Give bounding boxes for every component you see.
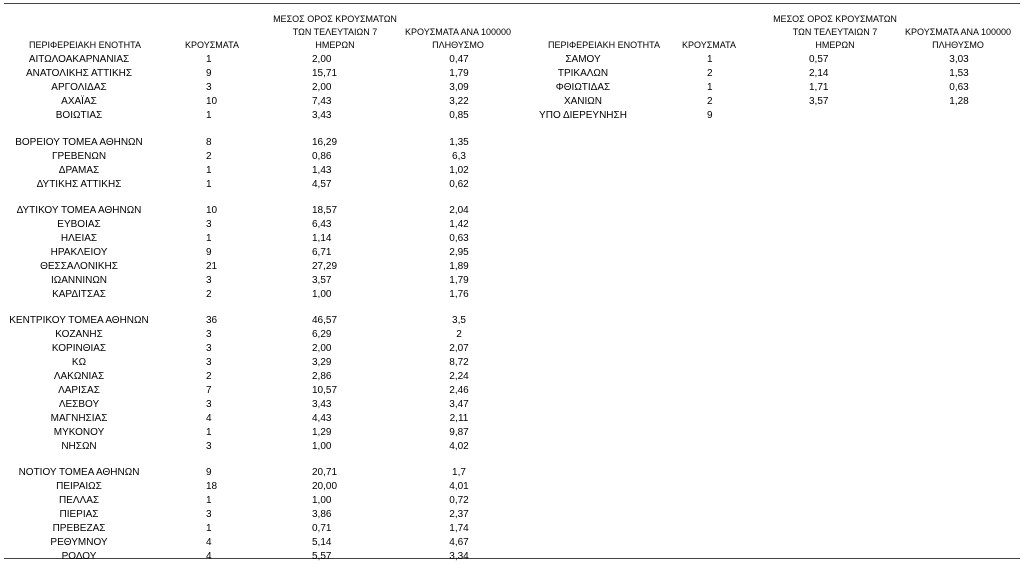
cases-cell: 9 [206, 68, 212, 79]
cases-cell: 2 [206, 151, 212, 162]
per-100k-cell: 1,02 [449, 165, 469, 176]
region-cell: ΣΑΜΟΥ [565, 54, 601, 65]
avg-cell: 2,14 [809, 68, 829, 79]
per-100k-cell: 1,35 [449, 137, 469, 148]
cases-cell: 1 [206, 54, 212, 65]
region-cell: ΔΡΑΜΑΣ [58, 165, 100, 176]
avg-cell: 1,43 [312, 165, 332, 176]
per-100k-cell: 0,72 [449, 495, 469, 506]
cases-cell: 9 [206, 467, 212, 478]
cases-cell: 4 [206, 551, 212, 562]
avg-cell: 2,00 [312, 54, 332, 65]
per-100k-cell: 1,89 [449, 261, 469, 272]
per-100k-cell: 1,74 [449, 523, 469, 534]
region-cell: ΚΑΡΔΙΤΣΑΣ [52, 289, 106, 300]
header-avg-line1-right: ΜΕΣΟΣ ΟΡΟΣ ΚΡΟΥΣΜΑΤΩΝ [773, 14, 897, 24]
cases-cell: 9 [707, 110, 713, 121]
header-avg-line1-left: ΜΕΣΟΣ ΟΡΟΣ ΚΡΟΥΣΜΑΤΩΝ [273, 14, 397, 24]
per-100k-cell: 3,34 [449, 551, 469, 562]
per-100k-cell: 1,79 [449, 275, 469, 286]
region-cell: ΝΗΣΩΝ [61, 441, 97, 452]
region-cell: ΗΡΑΚΛΕΙΟΥ [50, 247, 108, 258]
region-cell: ΠΕΙΡΑΙΩΣ [56, 481, 102, 492]
cases-cell: 7 [206, 385, 212, 396]
per-100k-cell: 2,95 [449, 247, 469, 258]
avg-cell: 16,29 [312, 137, 338, 148]
cases-cell: 10 [206, 205, 218, 216]
per-100k-cell: 0,63 [449, 233, 469, 244]
avg-cell: 5,14 [312, 537, 332, 548]
avg-cell: 2,00 [312, 343, 332, 354]
per-100k-cell: 4,01 [449, 481, 469, 492]
cases-cell: 3 [206, 441, 212, 452]
cases-cell: 3 [206, 399, 212, 410]
per-100k-cell: 4,67 [449, 537, 469, 548]
region-cell: ΒΟΙΩΤΙΑΣ [55, 110, 103, 121]
region-cell: ΑΡΓΟΛΙΔΑΣ [51, 82, 107, 93]
region-cell: ΠΕΛΛΑΣ [58, 495, 100, 506]
per-100k-cell: 6,3 [452, 151, 466, 162]
header-per-line1-right: ΚΡΟΥΣΜΑΤΑ ΑΝΑ 100000 [905, 27, 1011, 37]
header-avg-line2-right: ΤΩΝ ΤΕΛΕΥΤΑΙΩΝ 7 [792, 27, 878, 37]
cases-cell: 3 [206, 509, 212, 520]
cases-cell: 1 [206, 179, 212, 190]
avg-cell: 7,43 [312, 96, 332, 107]
region-cell: ΤΡΙΚΑΛΩΝ [557, 68, 609, 79]
avg-cell: 5,57 [312, 551, 332, 562]
per-100k-cell: 2,07 [449, 343, 469, 354]
per-100k-cell: 2,04 [449, 205, 469, 216]
region-cell: ΧΑΝΙΩΝ [563, 96, 603, 107]
cases-cell: 3 [206, 357, 212, 368]
avg-cell: 3,29 [312, 357, 332, 368]
region-cell: ΔΥΤΙΚΗΣ ΑΤΤΙΚΗΣ [36, 179, 122, 190]
header-cases-left: ΚΡΟΥΣΜΑΤΑ [185, 40, 239, 50]
avg-cell: 10,57 [312, 385, 338, 396]
cases-cell: 1 [206, 523, 212, 534]
cases-cell: 3 [206, 82, 212, 93]
per-100k-cell: 3,22 [449, 96, 469, 107]
cases-cell: 3 [206, 343, 212, 354]
per-100k-cell: 0,62 [449, 179, 469, 190]
cases-cell: 18 [206, 481, 218, 492]
region-cell: ΚΟΖΑΝΗΣ [55, 329, 103, 340]
avg-cell: 20,00 [312, 481, 338, 492]
avg-cell: 46,57 [312, 315, 338, 326]
per-100k-cell: 3,47 [449, 399, 469, 410]
avg-cell: 0,71 [312, 523, 332, 534]
per-100k-cell: 3,09 [449, 82, 469, 93]
cases-cell: 1 [707, 82, 713, 93]
region-cell: ΠΙΕΡΙΑΣ [59, 509, 99, 520]
cases-cell: 21 [206, 261, 218, 272]
region-cell: ΗΛΕΙΑΣ [60, 233, 98, 244]
header-per-line1-left: ΚΡΟΥΣΜΑΤΑ ΑΝΑ 100000 [405, 27, 511, 37]
region-cell: ΠΡΕΒΕΖΑΣ [52, 523, 106, 534]
region-cell: ΔΥΤΙΚΟΥ ΤΟΜΕΑ ΑΘΗΝΩΝ [16, 205, 142, 216]
region-cell: ΥΠΟ ΔΙΕΡΕΥΝΗΣΗ [539, 110, 627, 121]
cases-cell: 1 [206, 495, 212, 506]
region-cell: ΚΟΡΙΝΘΙΑΣ [51, 343, 107, 354]
per-100k-cell: 2,37 [449, 509, 469, 520]
per-100k-cell: 2,11 [449, 413, 469, 424]
avg-cell: 2,00 [312, 82, 332, 93]
per-100k-cell: 2 [456, 329, 462, 340]
avg-cell: 3,43 [312, 110, 332, 121]
avg-cell: 20,71 [312, 467, 338, 478]
region-cell: ΛΑΚΩΝΙΑΣ [53, 371, 105, 382]
cases-cell: 1 [206, 427, 212, 438]
avg-cell: 1,00 [312, 495, 332, 506]
cases-cell: 1 [206, 165, 212, 176]
cases-cell: 3 [206, 329, 212, 340]
avg-cell: 3,86 [312, 509, 332, 520]
avg-cell: 1,29 [312, 427, 332, 438]
region-cell: ΛΕΣΒΟΥ [58, 399, 100, 410]
avg-cell: 6,43 [312, 219, 332, 230]
avg-cell: 3,57 [809, 96, 829, 107]
per-100k-cell: 1,7 [452, 467, 466, 478]
per-100k-cell: 1,42 [449, 219, 469, 230]
per-100k-cell: 0,47 [449, 54, 469, 65]
cases-cell: 2 [206, 289, 212, 300]
per-100k-cell: 8,72 [449, 357, 469, 368]
cases-cell: 9 [206, 247, 212, 258]
region-cell: ΒΟΡΕΙΟΥ ΤΟΜΕΑ ΑΘΗΝΩΝ [15, 137, 143, 148]
region-cell: ΕΥΒΟΙΑΣ [57, 219, 101, 230]
region-cell: ΑΧΑΪΑΣ [61, 96, 97, 107]
region-cell: ΡΟΔΟΥ [61, 551, 97, 562]
per-100k-cell: 0,85 [449, 110, 469, 121]
region-cell: ΡΕΘΥΜΝΟΥ [50, 537, 108, 548]
region-cell: ΜΥΚΟΝΟΥ [53, 427, 105, 438]
cases-cell: 2 [707, 68, 713, 79]
region-cell: ΑΝΑΤΟΛΙΚΗΣ ΑΤΤΙΚΗΣ [25, 68, 133, 79]
cases-cell: 1 [707, 54, 713, 65]
region-cell: ΑΙΤΩΛΟΑΚΑΡΝΑΝΙΑΣ [28, 54, 130, 65]
cases-cell: 4 [206, 537, 212, 548]
cases-cell: 4 [206, 413, 212, 424]
avg-cell: 1,14 [312, 233, 332, 244]
avg-cell: 4,57 [312, 179, 332, 190]
region-cell: ΘΕΣΣΑΛΟΝΙΚΗΣ [40, 261, 118, 272]
avg-cell: 0,86 [312, 151, 332, 162]
region-cell: ΦΘΙΩΤΙΔΑΣ [555, 82, 611, 93]
region-cell: ΚΕΝΤΡΙΚΟΥ ΤΟΜΕΑ ΑΘΗΝΩΝ [9, 315, 149, 326]
cases-cell: 8 [206, 137, 212, 148]
avg-cell: 3,57 [312, 275, 332, 286]
header-cases-right: ΚΡΟΥΣΜΑΤΑ [682, 40, 736, 50]
region-cell: ΙΩΑΝΝΙΝΩΝ [50, 275, 108, 286]
avg-cell: 15,71 [312, 68, 338, 79]
cases-cell: 10 [206, 96, 218, 107]
per-100k-cell: 1,53 [949, 68, 969, 79]
cases-cell: 1 [206, 110, 212, 121]
region-cell: ΝΟΤΙΟΥ ΤΟΜΕΑ ΑΘΗΝΩΝ [18, 467, 140, 478]
cases-cell: 2 [206, 371, 212, 382]
per-100k-cell: 9,87 [449, 427, 469, 438]
avg-cell: 4,43 [312, 413, 332, 424]
per-100k-cell: 3,03 [949, 54, 969, 65]
cases-cell: 3 [206, 219, 212, 230]
per-100k-cell: 1,79 [449, 68, 469, 79]
per-100k-cell: 0,63 [949, 82, 969, 93]
cases-cell: 36 [206, 315, 218, 326]
per-100k-cell: 1,28 [949, 96, 969, 107]
avg-cell: 3,43 [312, 399, 332, 410]
region-cell: ΜΑΓΝΗΣΙΑΣ [50, 413, 108, 424]
header-avg-line2-left: ΤΩΝ ΤΕΛΕΥΤΑΙΩΝ 7 [292, 27, 378, 37]
per-100k-cell: 2,46 [449, 385, 469, 396]
region-cell: ΓΡΕΒΕΝΩΝ [51, 151, 107, 162]
per-100k-cell: 2,24 [449, 371, 469, 382]
avg-cell: 27,29 [312, 261, 338, 272]
region-cell: ΚΩ [71, 357, 87, 368]
cases-cell: 3 [206, 275, 212, 286]
per-100k-cell: 1,76 [449, 289, 469, 300]
avg-cell: 2,86 [312, 371, 332, 382]
avg-cell: 0,57 [809, 54, 829, 65]
header-per-line2-left: ΠΛΗΘΥΣΜΟ [432, 40, 484, 50]
per-100k-cell: 4,02 [449, 441, 469, 452]
avg-cell: 1,00 [312, 441, 332, 452]
header-per-line2-right: ΠΛΗΘΥΣΜΟ [932, 40, 984, 50]
cases-cell: 1 [206, 233, 212, 244]
top-rule [4, 3, 1020, 4]
cases-cell: 2 [707, 96, 713, 107]
avg-cell: 1,00 [312, 289, 332, 300]
header-avg-line3-left: ΗΜΕΡΩΝ [315, 40, 355, 50]
header-region-right: ΠΕΡΙΦΕΡΕΙΑΚΗ ΕΝΟΤΗΤΑ [547, 40, 661, 50]
region-cell: ΛΑΡΙΣΑΣ [58, 385, 100, 396]
header-region-left: ΠΕΡΙΦΕΡΕΙΑΚΗ ΕΝΟΤΗΤΑ [28, 40, 142, 50]
header-avg-line3-right: ΗΜΕΡΩΝ [815, 40, 855, 50]
avg-cell: 1,71 [809, 82, 829, 93]
avg-cell: 6,29 [312, 329, 332, 340]
avg-cell: 18,57 [312, 205, 338, 216]
avg-cell: 6,71 [312, 247, 332, 258]
per-100k-cell: 3,5 [452, 315, 466, 326]
